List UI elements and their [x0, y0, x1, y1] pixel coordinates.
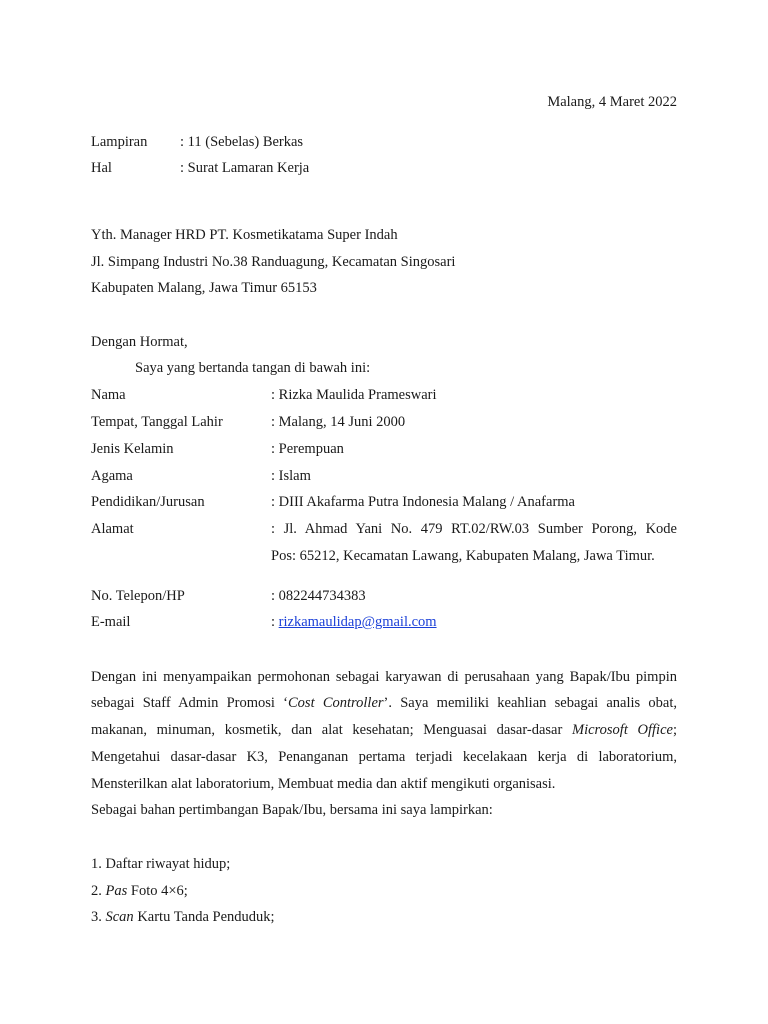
agama-value: : Islam [271, 468, 311, 484]
attachment-number: 1. [91, 856, 106, 872]
email-link[interactable]: rizkamaulidap@gmail.com [278, 614, 437, 630]
identity-row-agama [91, 466, 677, 486]
identity-row-jk [91, 439, 677, 459]
hal-row [91, 158, 677, 178]
body-line-2-text-b: ’. Saya memiliki keahlian sebagai analis obat, [383, 695, 677, 711]
nama-label: Nama [91, 387, 126, 403]
attachment-item-2 [91, 881, 188, 901]
email-value-wrap [271, 612, 437, 632]
jk-label: Jenis Kelamin [91, 441, 174, 457]
body-line-3-text-b: ; [672, 722, 677, 738]
attachment-number: 3. [91, 909, 106, 925]
body-line-6: Sebagai bahan pertimbangan Bapak/Ibu, bersama ini saya lampirkan: [91, 802, 493, 818]
lampiran-label: Lampiran [91, 134, 148, 150]
identity-row-ttl [91, 412, 677, 432]
letter-date: Malang, 4 Maret 2022 [547, 94, 677, 110]
body-line-3 [91, 720, 677, 740]
email-prefix: : [271, 614, 279, 630]
lampiran-value: : 11 (Sebelas) Berkas [180, 134, 304, 150]
identity-row-nama [91, 385, 677, 405]
attachment-item-3 [91, 907, 275, 927]
recipient-line-1: Yth. Manager HRD PT. Kosmetikatama Super Indah [91, 227, 398, 243]
intro-text: Saya yang bertanda tangan di bawah ini: [135, 360, 371, 376]
lampiran-row [91, 132, 677, 152]
alamat-value-line-2: Pos: 65212, Kecamatan Lawang, Kabupaten Malang, Jawa Timur. [271, 548, 655, 564]
identity-row-email [91, 612, 677, 632]
attachment-text: Foto 4×6; [127, 883, 188, 899]
hal-value: : Surat Lamaran Kerja [180, 160, 310, 176]
nama-value: : Rizka Maulida Prameswari [271, 387, 437, 403]
ttl-label: Tempat, Tanggal Lahir [91, 414, 223, 430]
identity-row-pendidikan [91, 492, 677, 512]
hal-label: Hal [91, 160, 112, 176]
pendidikan-value: : DIII Akafarma Putra Indonesia Malang / Anafarma [271, 494, 575, 510]
body-line-2-emphasis: Cost Controller [288, 695, 384, 711]
telp-label: No. Telepon/HP [91, 588, 185, 604]
alamat-label: Alamat [91, 521, 134, 537]
agama-label: Agama [91, 468, 133, 484]
attachment-emphasis: Scan [105, 909, 134, 925]
alamat-value-line-1: : Jl. Ahmad Yani No. 479 RT.02/RW.03 Sumber Porong, Kode [271, 521, 677, 537]
body-line-3-emphasis: Microsoft Office [572, 722, 673, 738]
attachment-item-1 [91, 854, 230, 874]
telp-value: : 082244734383 [271, 588, 366, 604]
salutation: Dengan Hormat, [91, 334, 188, 350]
attachment-text: Daftar riwayat hidup; [105, 856, 231, 872]
attachment-text: Kartu Tanda Penduduk; [133, 909, 275, 925]
attachment-emphasis: Pas [105, 883, 128, 899]
ttl-value: : Malang, 14 Juni 2000 [271, 414, 406, 430]
body-line-4: Mengetahui dasar-dasar K3, Penanganan pertama terjadi kecelakaan kerja di laboratorium, [91, 749, 677, 765]
body-line-3-text-a: makanan, minuman, kosmetik, dan alat kesehatan; Menguasai dasar-dasar [91, 722, 572, 738]
jk-value: : Perempuan [271, 441, 344, 457]
identity-row-telp [91, 586, 677, 606]
email-label: E-mail [91, 614, 131, 630]
identity-row-alamat [91, 519, 677, 539]
body-line-2 [91, 693, 677, 713]
body-line-1: Dengan ini menyampaikan permohonan sebagai karyawan di perusahaan yang Bapak/Ibu pimpin [91, 669, 677, 685]
recipient-line-3: Kabupaten Malang, Jawa Timur 65153 [91, 280, 317, 296]
body-line-2-text-a: sebagai Staff Admin Promosi ‘ [91, 695, 289, 711]
attachment-number: 2. [91, 883, 106, 899]
body-line-5: Mensterilkan alat laboratorium, Membuat media dan aktif mengikuti organisasi. [91, 776, 556, 792]
recipient-line-2: Jl. Simpang Industri No.38 Randuagung, Kecamatan Singosari [91, 254, 456, 270]
pendidikan-label: Pendidikan/Jurusan [91, 494, 205, 510]
